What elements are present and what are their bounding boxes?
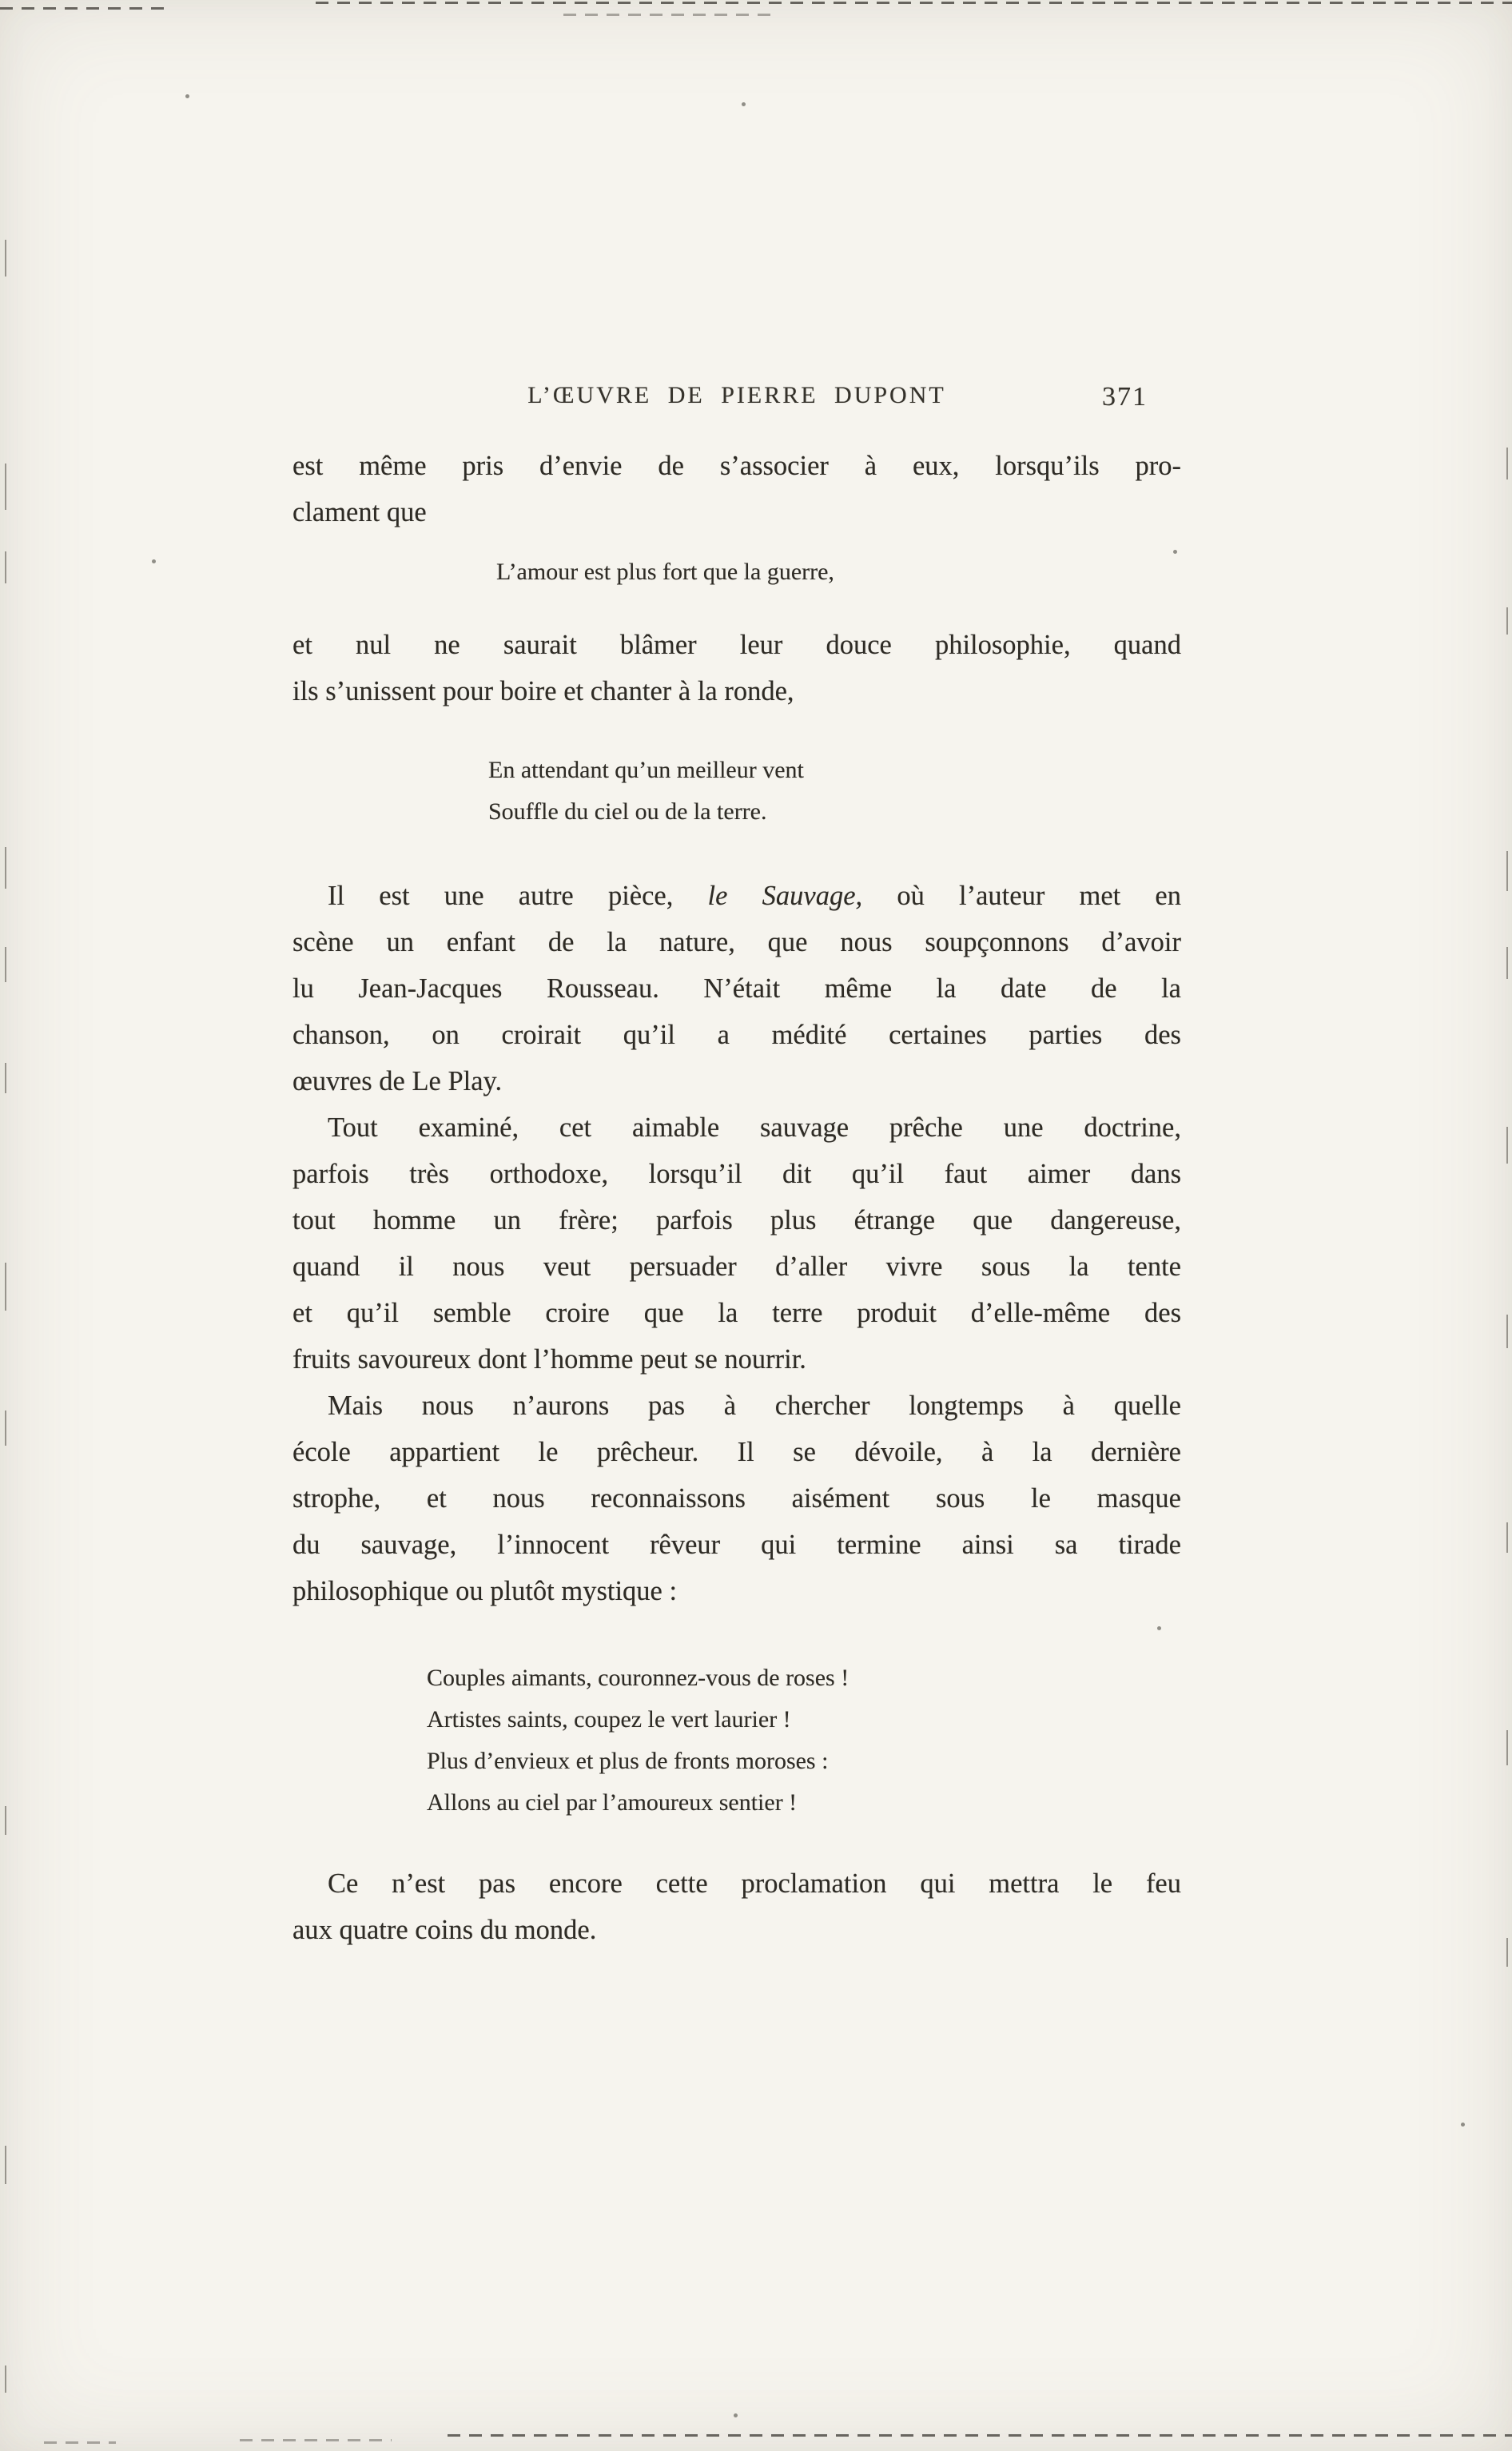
- scan-edge-dashes-top: [316, 2, 1512, 4]
- text-line: fruits savoureux dont l’homme peut se nourrir.: [292, 1344, 806, 1375]
- verse-quote: [427, 1657, 1181, 1824]
- scan-mark: [5, 551, 6, 583]
- scan-speck: [185, 94, 189, 98]
- text-column: [292, 382, 1181, 1953]
- text-line: strophe, et nous reconnaissons aisément sous le masque: [292, 1483, 1181, 1514]
- page-number: 371: [1102, 382, 1148, 412]
- text-line: [292, 873, 1181, 919]
- scan-speck: [742, 102, 746, 106]
- scan-mark: [5, 240, 6, 277]
- text-line: Ce n’est pas encore cette proclamation qui mettra le feu: [328, 1868, 1181, 1899]
- paragraph: [292, 873, 1181, 1104]
- scan-mark: [5, 1806, 6, 1835]
- text-line: école appartient le prêcheur. Il se dévoile, à la dernière: [292, 1437, 1181, 1467]
- paragraph: [292, 622, 1181, 714]
- verse-line: Artistes saints, coupez le vert laurier !: [427, 1706, 791, 1733]
- verse-quote: [488, 750, 1181, 833]
- scan-mark: [5, 1063, 6, 1093]
- scan-mark: [1506, 1938, 1508, 1967]
- scan-mark: [5, 2146, 6, 2184]
- paragraph: [292, 1860, 1181, 1953]
- text-line: du sauvage, l’innocent rêveur qui termine ainsi sa tirade: [292, 1530, 1181, 1560]
- text-line: et nul ne saurait blâmer leur douce philosophie, quand: [292, 630, 1181, 660]
- paragraph: [292, 1104, 1181, 1383]
- page-title: L’ŒUVRE DE PIERRE DUPONT: [527, 382, 946, 408]
- text-line: aux quatre coins du monde.: [292, 1915, 597, 1945]
- scan-mark: [5, 1263, 6, 1311]
- paragraph: [292, 443, 1181, 535]
- scan-mark: [1506, 851, 1508, 891]
- scan-speck: [1461, 2123, 1465, 2127]
- scan-mark: [1506, 947, 1508, 979]
- text-line: tout homme un frère; parfois plus étrange que dangereuse,: [292, 1205, 1181, 1235]
- scan-mark: [5, 464, 6, 510]
- text-line: ils s’unissent pour boire et chanter à la ronde,: [292, 676, 794, 706]
- scan-mark: [1506, 607, 1508, 635]
- verse-line: L’amour est plus fort que la guerre,: [496, 559, 834, 585]
- verse-quote: [496, 551, 1181, 593]
- text-line: Mais nous n’aurons pas à chercher longtemps à quelle: [328, 1391, 1181, 1421]
- scan-edge-dashes-bottom-left: [240, 2439, 392, 2441]
- text-line: œuvres de Le Play.: [292, 1066, 503, 1096]
- text-line: clament que: [292, 497, 427, 527]
- paragraph: [292, 1383, 1181, 1614]
- italic-work-title: le Sauvage,: [707, 881, 863, 911]
- scan-mark: [1506, 1315, 1508, 1348]
- scan-mark: [1506, 1127, 1508, 1164]
- text-line: scène un enfant de la nature, que nous soupçonnons d’avoir: [292, 927, 1181, 957]
- verse-line: Allons au ciel par l’amoureux sentier !: [427, 1789, 798, 1816]
- verse-line: Souffle du ciel ou de la terre.: [488, 798, 767, 825]
- scan-mark: [5, 1411, 6, 1446]
- text-line: et qu’il semble croire que la terre produit d’elle-même des: [292, 1298, 1181, 1328]
- scan-edge-dashes-top-mid: [563, 14, 779, 16]
- scan-mark: [1506, 448, 1508, 479]
- scan-mark: [1506, 1730, 1508, 1765]
- scan-mark: [5, 847, 6, 889]
- text-segment: Il est une autre pièce,: [328, 881, 708, 911]
- text-line: philosophique ou plutôt mystique :: [292, 1576, 678, 1606]
- scan-speck: [152, 559, 156, 563]
- scan-edge-dashes-bottom-corner: [44, 2441, 116, 2444]
- scan-edge-dashes-bottom: [448, 2434, 1512, 2437]
- scan-speck: [734, 2413, 738, 2417]
- verse-line: Plus d’envieux et plus de fronts moroses :: [427, 1748, 829, 1774]
- scan-edge-dashes-top-left: [0, 7, 168, 10]
- text-line: lu Jean-Jacques Rousseau. N’était même la date de la: [292, 973, 1181, 1004]
- scan-mark: [5, 2365, 6, 2393]
- scan-mark: [5, 947, 6, 982]
- running-head: [292, 382, 1181, 412]
- scan-mark: [1506, 1522, 1508, 1553]
- verse-line: Couples aimants, couronnez-vous de roses !: [427, 1665, 850, 1691]
- text-line: parfois très orthodoxe, lorsqu’il dit qu’il faut aimer dans: [292, 1159, 1181, 1189]
- text-line: Tout examiné, cet aimable sauvage prêche une doctrine,: [328, 1112, 1181, 1143]
- verse-line: En attendant qu’un meilleur vent: [488, 757, 804, 783]
- text-line: est même pris d’envie de s’associer à eux, lorsqu’ils pro-: [292, 451, 1181, 481]
- text-line: chanson, on croirait qu’il a médité certaines parties des: [292, 1020, 1181, 1050]
- text-line: quand il nous veut persuader d’aller vivre sous la tente: [292, 1251, 1181, 1282]
- text-segment: où l’auteur met en: [862, 881, 1181, 911]
